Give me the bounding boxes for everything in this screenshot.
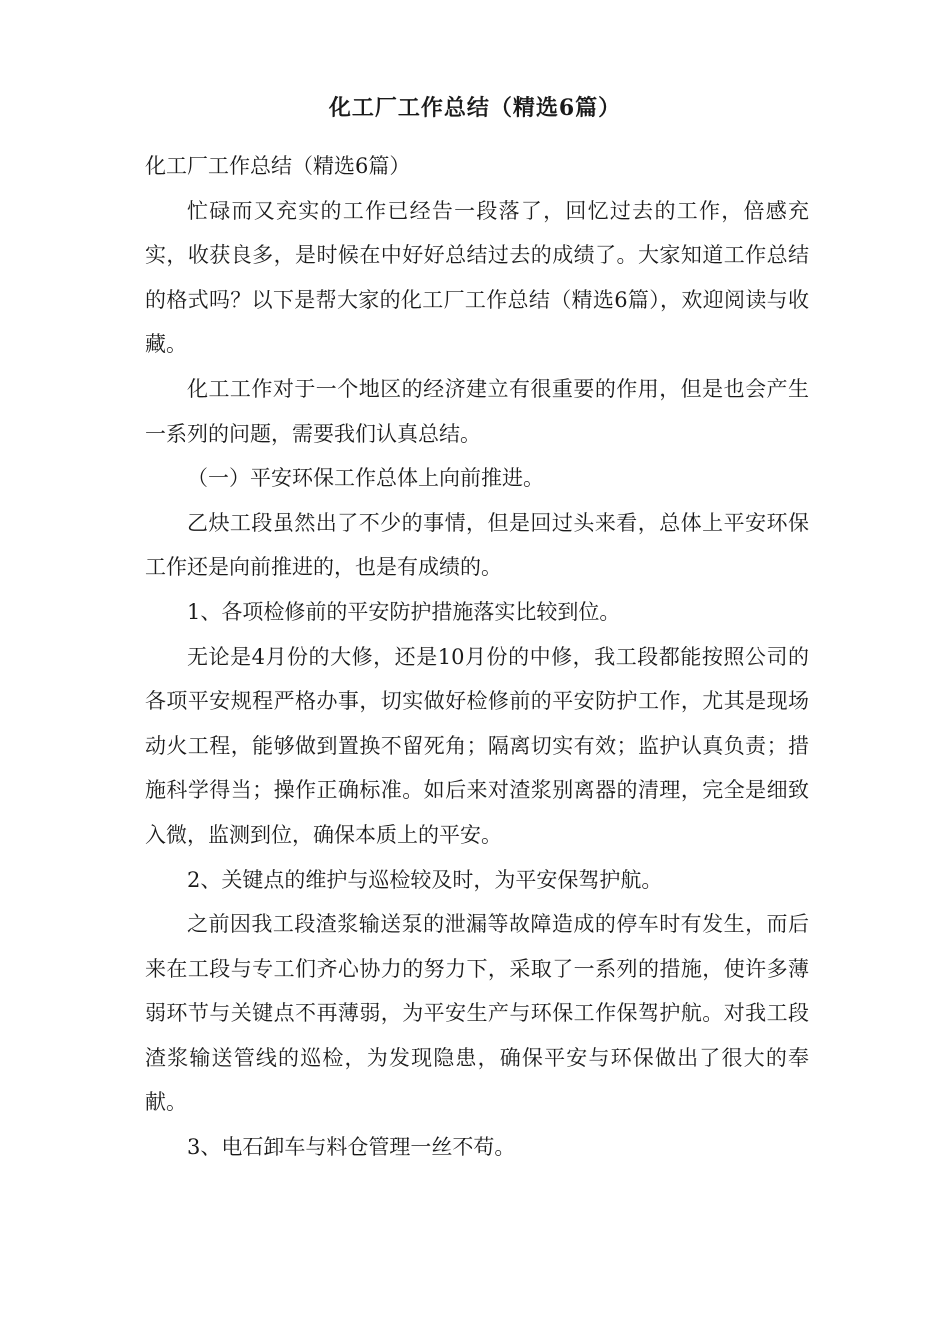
subtitle-paragraph: 化工厂工作总结（精选6篇） (145, 154, 411, 178)
document-title: 化工厂工作总结（精选6篇） (328, 95, 622, 121)
section-heading: （一）平安环保工作总体上向前推进。 (187, 466, 544, 491)
body-paragraph: 之前因我工段渣浆输送泵的泄漏等故障造成的停车时有发生，而后来在工段与专工们齐心协力的努力下，采取了一系列的措施，使许多薄弱环节与关键点不再薄弱，为平安生产与环保工作保驾护航。对我工段渣浆输送管线的巡检，为发现隐患，确保平安与环保做出了很大的奉献。 (145, 912, 809, 1115)
intro-paragraph: 忙碌而又充实的工作已经告一段落了，回忆过去的工作，倍感充实，收获良多，是时候在中好好总结过去的成绩了。大家知道工作总结的格式吗？以下是帮大家的化工厂工作总结（精选6篇），欢迎阅读与收藏。 (145, 198, 809, 357)
list-item-heading: 2、关键点的维护与巡检较及时，为平安保驾护航。 (187, 867, 663, 892)
body-paragraph: 乙炔工段虽然出了不少的事情，但是回过头来看，总体上平安环保工作还是向前推进的，也是有成绩的。 (145, 510, 809, 580)
body-paragraph: 无论是4月份的大修，还是10月份的中修，我工段都能按照公司的各项平安规程严格办事，切实做好检修前的平安防护工作，尤其是现场动火工程，能够做到置换不留死角；隔离切实有效；监护认真负责；措施科学得当；操作正确标准。如后来对渣浆别离器的清理，完全是细致入微，监测到位，确保本质上的平安。 (145, 644, 809, 847)
list-item-heading: 1、各项检修前的平安防护措施落实比较到位。 (187, 599, 621, 624)
list-item-heading: 3、电石卸车与料仓管理一丝不苟。 (187, 1135, 516, 1160)
body-paragraph: 化工工作对于一个地区的经济建立有很重要的作用，但是也会产生一系列的问题，需要我们认真总结。 (145, 376, 809, 446)
document-body (145, 144, 809, 1170)
